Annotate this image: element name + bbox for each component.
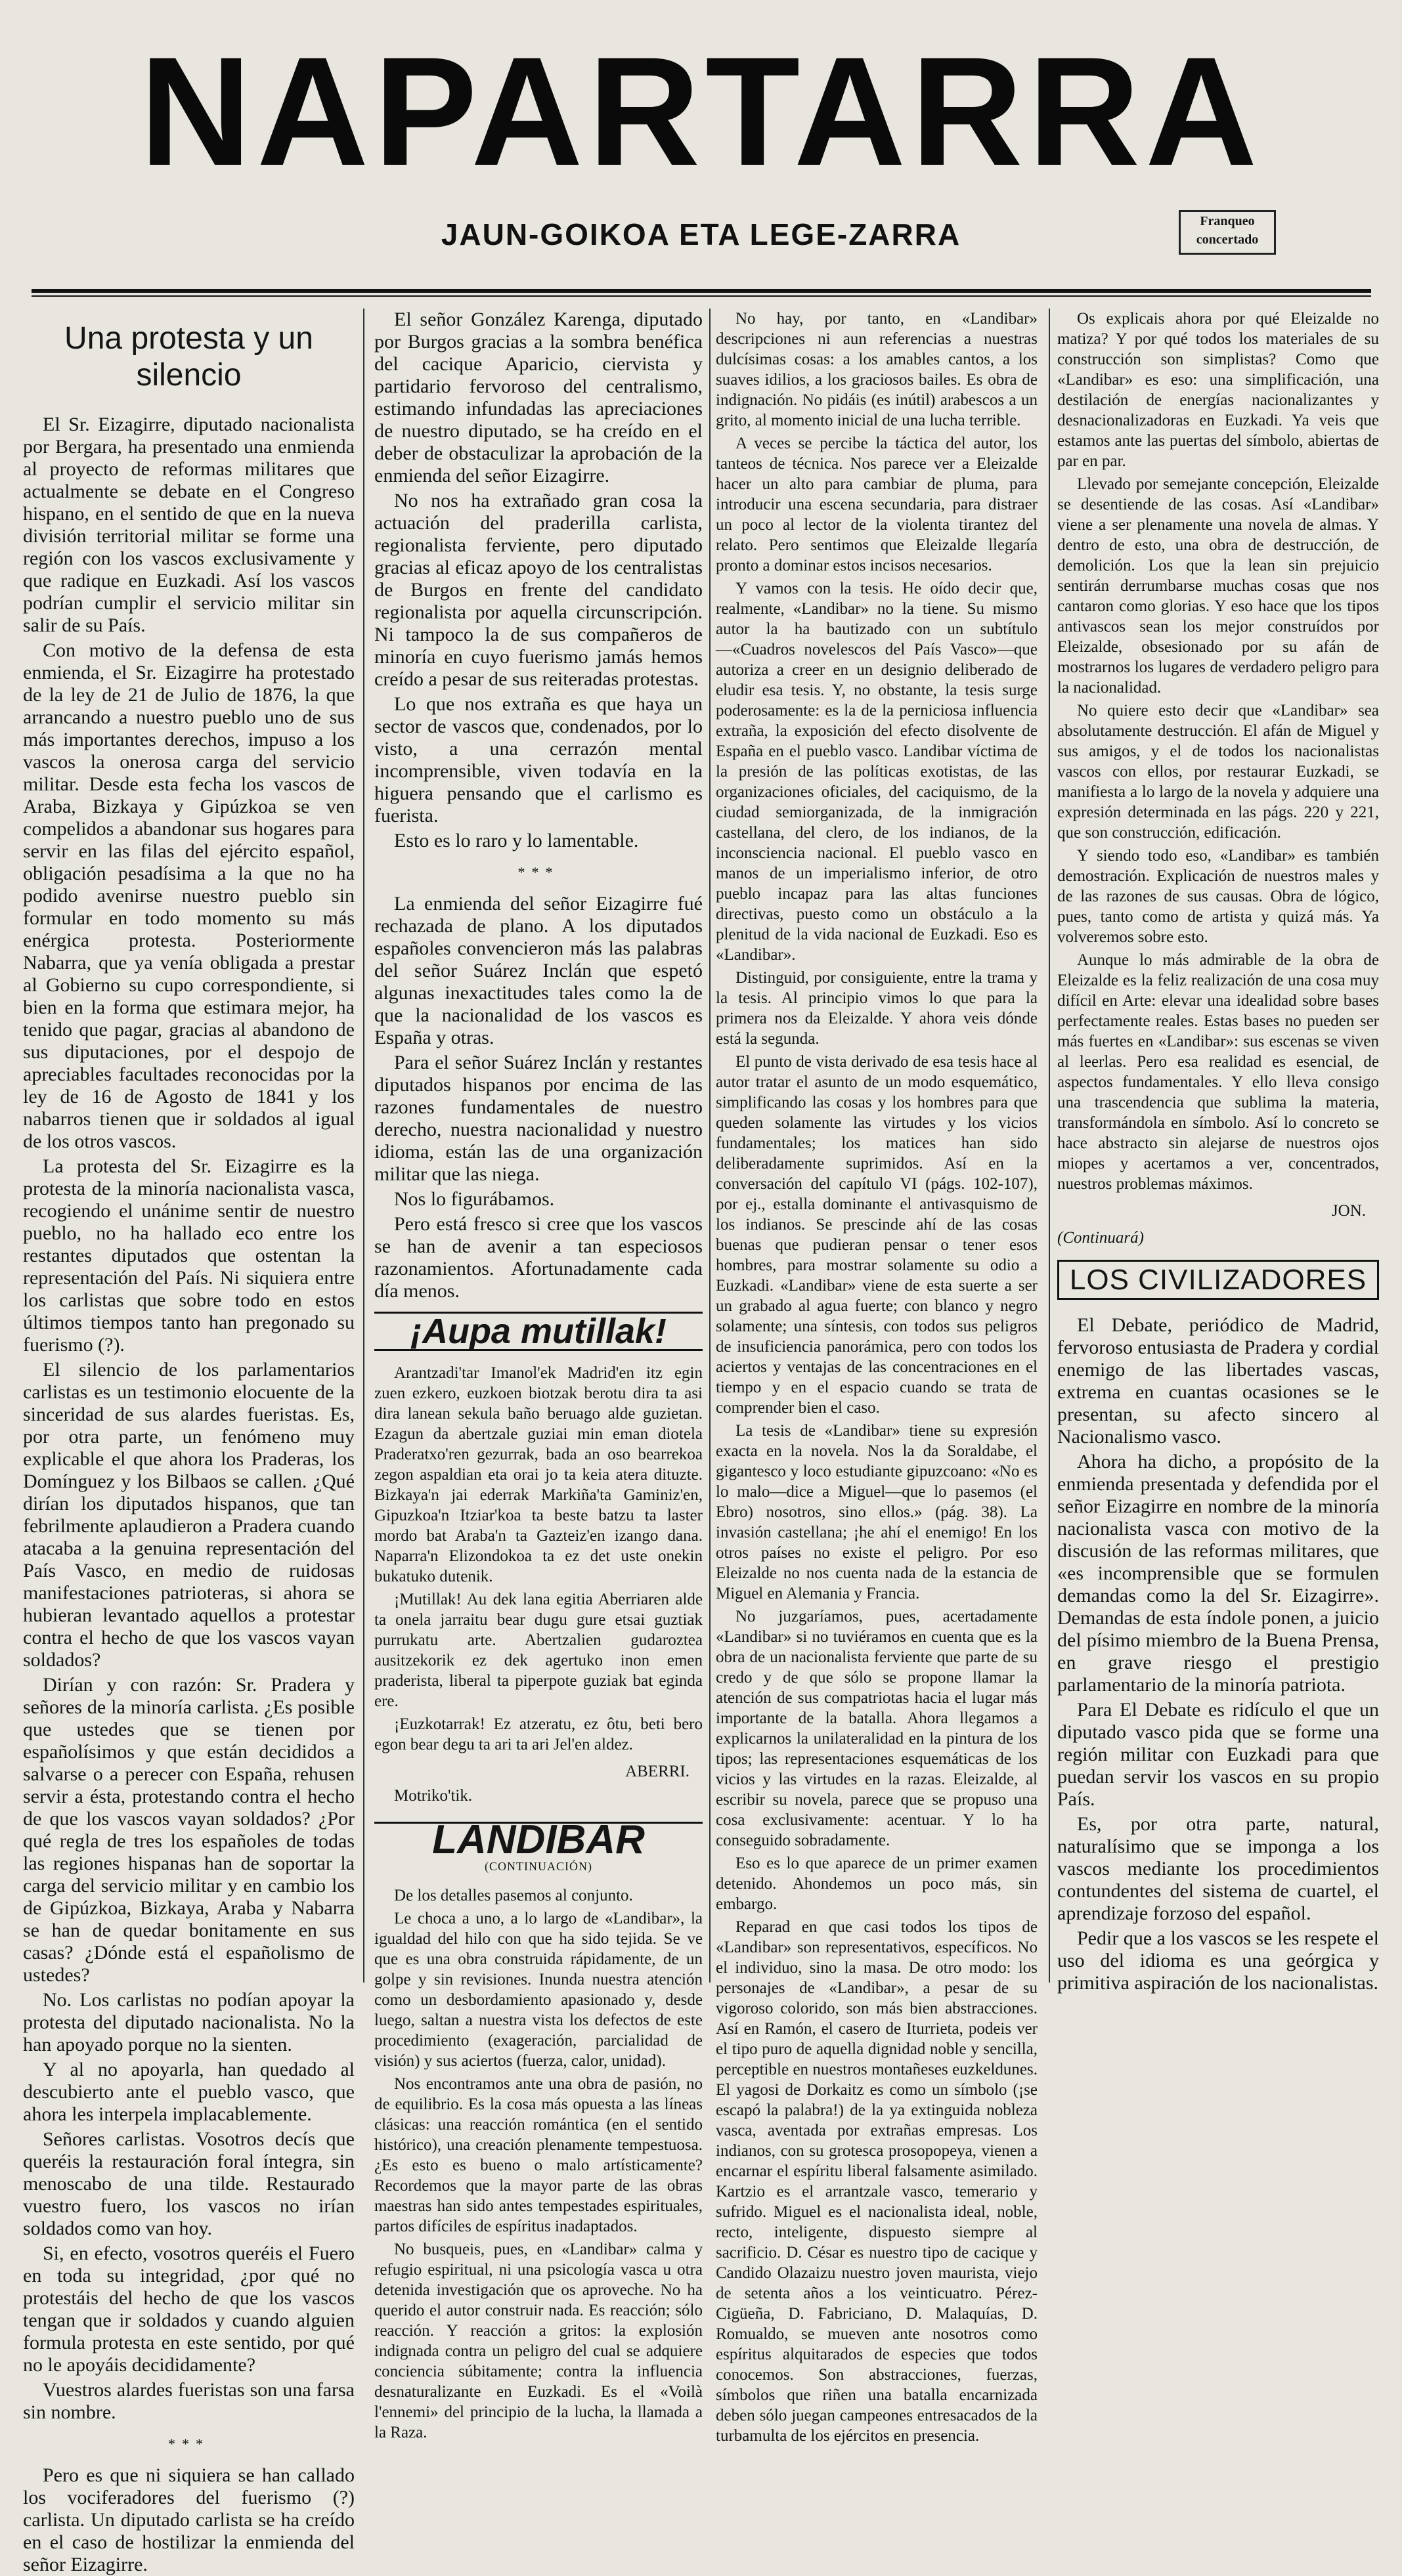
paragraph: Llevado por semejante concepción, Eleizalde se desentiende de las cosas. Así «Landibar» viene a ser plenamente una novela de almas. Y dentro de esto, una obra de destrucción, de demolición. Los que la lean sin prejuicio sentirán derrumbarse muchas cosas que nos cantaron como glorias. Y eso hace que los tipos antivascos sean los mejor construídos por Eleizalde, obsesionado por su afán de mostrarnos los lugares de verdadero peligro para la nacionalidad.	[1057, 475, 1379, 697]
article-heading-protesta: Una protesta y un silencio	[64, 321, 313, 393]
paragraph: No. Los carlistas no podían apoyar la protesta del diputado nacionalista. No la han apoyado porque no la sienten.	[23, 1989, 355, 2055]
paragraph: El Sr. Eizagirre, diputado nacionalista por Bergara, ha presentado una enmienda al proyecto de reformas militares que actualmente se debate en el Congreso hispano, en el sentido de que en la nueva división territorial militar se forme una región con los vascos exclusivamente y que radique en Euzkadi. Así los vascos podrían cumplir el servicio militar sin salir de su País.	[23, 414, 355, 636]
paragraph: Pero es que ni siquiera se han callado los vociferadores del fuerismo (?) carlista. Un diputado carlista se ha creído en el caso de hostilizar la enmienda del señor Eizagirre.	[23, 2464, 355, 2575]
signature: JON.	[1331, 1202, 1366, 1220]
paragraph: El silencio de los parlamentarios carlistas es un testimonio elocuente de la sinceridad de sus alardes fueristas. Es, por otra parte, un fenómeno muy explicable el que ahora los Praderas, los Domínguez y los Bilbaos se callen. ¿Qué dirían los diputados hispanos, que tan febrilmente aplaudieron a Pradera cuando atacaba a la genuina representación del País Vasco, en medio de ruidosas manifestaciones patrioteras, si ahora se hubieran levantado aquellos a protestar contra el hecho de que los vascos vayan soldados?	[23, 1359, 355, 1671]
continuation-label: (CONTINUACIÓN)	[485, 1860, 592, 1873]
paragraph: No quiere esto decir que «Landibar» sea absolutamente destrucción. El afán de Miguel y sus amigos, y el de todos los nacionalistas vascos con ellos, por restaurar Euzkadi, se manifiesta a lo largo de la novela y adquiere una expresión determinada en las págs. 220 y 221, que son construcción, edificación.	[1057, 702, 1379, 842]
paragraph: Con motivo de la defensa de esta enmienda, el Sr. Eizagirre ha protestado de la ley de 21 de Julio de 1876, la que arrancando a nuestro pueblo uno de sus más importantes derechos, impuso a los vascos la onerosa carga del servicio militar. Desde esta fecha los vascos de Araba, Bizkaya y Gipúzkoa se ven compelidos a abandonar sus hogares para servir en las filas del ejército español, obligación pesadísima a la que no ha podido avenirse nuestro pueblo sin formular en todo momento su más enérgica protesta. Posteriormente Nabarra, que ya venía obligada a prestar al Gobierno su cupo correspondiente, si bien en la forma que estimara mejor, ha tenido que pagar, gracias al abandono de sus diputaciones, por el despojo de apreciables facultades reconocidas por la ley de 16 de Agosto de 1841 y los nabarros tienen que ir soldados al igual de los otros vascos.	[23, 639, 355, 1152]
column-divider	[1049, 309, 1050, 1983]
paragraph: Reparad en que casi todos los tipos de «Landibar» son representativos, específicos. No el individuo, sino la masa. De otro modo: los personajes de «Landibar», a pesar de su vigoroso colorido, son más bien abstracciones. Así en Ramón, el casero de Iturrieta, podeis ver el tipo puro de aquella dignidad noble y sencilla, perceptible en nuestros montañeses euzkeldunes. El yagosi de Dorkaitz es como un símbolo (¡se escapó la palabra!) de la ya extinguida nobleza vasca, aventada por extrañas empresas. Los indianos, con su grotesca prosopopeya, vienen a encarnar el espíritu liberal falsamente asimilado. Kartzio es el arrantzale vasco, temerario y sufrido. Miguel es el nacionalista ideal, noble, recto, inteligente, dispuesto siempre al sacrificio. D. César es nuestro tipo de cacique y Candido Olazaizu nuestro joven maurista, viejo de setenta años a los veinticuatro. Pérez-Cigüeña, D. Fabriciano, D. Malaquías, D. Romualdo, se mueven ante nosotros como espíritus alquitarados de especies que todos conocemos. Son abstracciones, fuerzas, símbolos que riñen una batalla encarnizada deben sólo juegan campeones entresacados de la turbamulta de los ejércitos en presencia.	[716, 1918, 1038, 2445]
paragraph: ¡Mutillak! Au dek lana egitia Aberriaren alde ta onela jarraitu bear dugu gure etsai guztiak purrukatu arte. Abertzalien gudaroztea ausitzekorik ez dek agertuko inon emen praderista, liberal ta piperpote guziak bat eginda ere.	[374, 1591, 703, 1710]
paragraph: Y siendo todo eso, «Landibar» es también demostración. Explicación de nuestros males y de las razones de sus causas. Obra de lógico, pues, tanto como de artista y quizá más. Ya volveremos sobre esto.	[1057, 847, 1379, 946]
article-heading-aupa: ¡Aupa mutillak!	[374, 1312, 703, 1351]
paragraph: El punto de vista derivado de esa tesis hace al autor tratar el asunto de un modo esquemático, simplificando las cosas y los hombres para que queden solamente las virtudes y los vicios fundamentales; los matices han sido deliberadamente suprimidos. Así en la conversación del capítulo VI (págs. 102-107), por ej., estalla dominante el antivasquismo de los indianos. Se prescinde ahí de las cosas buenas que pudieran pensar o tener esos hombres, para mostrar solamente su odio a Euzkadi. «Landibar» viene de esta suerte a ser un grabado al agua fuerte; con blanco y negro solamente; una síntesis, con todos sus peligros de insuficiencia panorámica, pero con todos los aciertos y ventajas de las concentraciones en el tiempo y en el espacio cuando se trata de comprender bien el caso.	[716, 1053, 1038, 1417]
paragraph: No nos ha extrañado gran cosa la actuación del praderilla carlista, regionalista ferviente, pero diputado gracias al eficaz apoyo de los centralistas de Burgos en frente del candidato regionalista por aquella circunscripción. Ni tampoco la de sus compañeros de minoría en cuyo fuerismo jamás hemos creído a pesar de sus reiteradas protestas.	[374, 490, 703, 690]
paragraph: A veces se percibe la táctica del autor, los tanteos de técnica. Nos parece ver a Eleizalde hacer un alto para cambiar de pluma, para introducir una escena secundaria, para distraer un poco al lector de la violenta tirantez del relato. Pero sentimos que Eleizalde llegaría pronto a dominar estos incisos necesarios.	[716, 435, 1038, 574]
continuation-note: (Continuará)	[1057, 1229, 1144, 1247]
header-rule	[32, 289, 1371, 293]
franqueo-box: Franqueo concertado	[1179, 210, 1276, 255]
section-separator: ***	[517, 864, 559, 880]
article-civilizadores	[1057, 1314, 1379, 1994]
column-3	[716, 309, 1038, 2445]
paragraph: Dirían y con razón: Sr. Pradera y señores de la minoría carlista. ¿Es posible que ustedes que se tienen por españolísimos y que están decididos a salvarse o a perecer con España, rehusen servir a ésta, protestando contra el hecho de que los vascos vayan soldados? ¿Por qué regla de tres los españoles de todas las regiones hispanas han de soportar la carga del servicio militar y en cambio los de Gipúzkoa, Bizkaya, Araba y Nabarra se han de quedar bonitamente en sus casas? ¿Dónde está el españolismo de ustedes?	[23, 1674, 355, 1986]
paragraph: Señores carlistas. Vosotros decís que queréis la restauración foral íntegra, sin menoscabo de una tilde. Restaurado vuestro fuero, los vascos no irían soldados como van hoy.	[23, 2128, 355, 2239]
dateline: Motriko'tik.	[394, 1787, 473, 1805]
masthead-motto: JAUN-GOIKOA ETA LEGE-ZARRA	[441, 217, 961, 251]
paragraph: Distinguid, por consiguiente, entre la trama y la tesis. Al principio vimos lo que para la primera nos da Eleizalde. Y ahora veis dónde está la segunda.	[716, 969, 1038, 1048]
article-landibar	[374, 1885, 703, 2443]
section-separator: ***	[168, 2436, 209, 2452]
paragraph: Nos lo figurábamos.	[394, 1188, 555, 1210]
column-2	[374, 309, 703, 2441]
paragraph: No hay, por tanto, en «Landibar» descripciones ni aun referencias a nuestras dulcísimas cosas: a los amables cantos, a los suaves idilios, a los graciosos bailes. Es obra de indignación. No pidáis (es inútil) arabescos a un grito, al momento inicial de una lucha terrible.	[716, 310, 1038, 429]
paragraph: La protesta del Sr. Eizagirre es la protesta de la minoría nacionalista vasca, recogiendo el unánime sentir de nuestro pueblo, no ha hallado eco entre los restantes diputados que ostentan la representación del País. Ni siquiera entre los carlistas que sobre todo en estos últimos tiempos tanto han pregonado su fuerismo (?).	[23, 1155, 355, 1356]
column-4	[1057, 309, 1379, 1994]
column-1	[23, 309, 355, 2575]
paragraph: Pero está fresco si cree que los vascos se han de avenir a tan especiosos razonamientos. Afortunadamente cada día menos.	[374, 1213, 703, 1302]
paragraph: ¡Euzkotarrak! Ez atzeratu, ez ôtu, beti bero egon bear degu ta ari ta ari Jel'en aldez.	[374, 1715, 703, 1753]
paragraph: Y vamos con la tesis. He oído decir que, realmente, «Landibar» no la tiene. Su mismo autor la ha bautizado con un subtítulo—«Cuadros novelescos del País Vasco»—que autoriza a creer en un designio deliberado de eludir esa tesis. Y, no obstante, la tesis surge poderosamente: es la de la perniciosa influencia extraña, la exposición del efecto disolvente de España en el pueblo vasco. Landibar víctima de la presión de las políticas exotistas, de las organizaciones oficiales, del caciquismo, de la ciudad semiorganizada, de la inmigración castellana, del clero, de los indianos, de la inconsciencia nacional. El pueblo vasco en manos de un imperialismo inferior, de otro pueblo incapaz para las altas funciones directivas, puesto como un obstáculo a la plenitud de la vida nacional de Euzkadi. Eso es «Landibar».	[716, 580, 1038, 964]
paragraph: La tesis de «Landibar» tiene su expresión exacta en la novela. Nos la da Soraldabe, el gigantesco y loco estudiante gipuzcoano: «No es lo malo—dice a Miguel—que lo pasemos (el Ebro) nosotros, sino ellos.» (pág. 38). La invasión castellana; ¡he ahí el enemigo! En los otros países no existe el peligro. Por eso Eleizalde no nos cuenta nada de la estancia de Miguel en Alemania y Francia.	[716, 1422, 1038, 1602]
article-aupa	[374, 1363, 703, 1806]
paragraph: Nos encontramos ante una obra de pasión, no de equilibrio. Es la cosa más opuesta a las líneas clásicas: una reacción romántica (en el sentido histórico), una creación plenamente tempestuosa. ¿Es esto es bueno o malo artísticamente? Recordemos que la mayor parte de las obras maestras han sido antes tempestades espirituales, partos difíciles de espíritus inadaptados.	[374, 2075, 703, 2235]
paragraph: Aunque lo más admirable de la obra de Eleizalde es la feliz realización de una cosa muy difícil en Arte: elevar una idealidad sobre bases perfectamente reales. Estas bases no pueden ser más fuertes en «Landibar»: sus escenas se viven al leerlas. Pero esa realidad es esencial, de aspectos fundamentales. Y ello lleva consigo una trascendencia que sublima la materia, transformándola en símbolo. Así lo concreto se hace abstracto sin alejarse de nuestros ojos miopes y acertamos a ver, concentrados, nuestros problemas máximos.	[1057, 951, 1379, 1193]
paragraph: El señor González Karenga, diputado por Burgos gracias a la sombra benéfica del cacique Aparicio, ciervista y partidario fervoroso del centralismo, estimando infundadas las apreciaciones de nuestro diputado, se ha creído en el deber de obstaculizar la aprobación de la enmienda del señor Eizagirre.	[374, 309, 703, 486]
paragraph: De los detalles pasemos al conjunto.	[394, 1887, 633, 1904]
article-heading-civilizadores: LOS CIVILIZADORES	[1057, 1260, 1379, 1300]
paragraph: No juzgaríamos, pues, acertadamente «Landibar» si no tuviéramos en cuenta que es la obra de un nacionalista ferviente que parte de su credo y de que sólo se propone llamar la atención de sus compatriotas hacia el lugar más importante de la batalla. Ahora llegamos a explicarnos la unilateralidad en la pintura de los tipos; las representaciones esquemáticas de los vicios y las virtudes en la razas. Eleizalde, al escribir su novela, parece que se propuso una cosa exclusivamente: acentuar. Y lo ha conseguido sobradamente.	[716, 1608, 1038, 1849]
paragraph: Para el señor Suárez Inclán y restantes diputados hispanos por encima de las razones fundamentales de nuestro derecho, nuestra nacionalidad y nuestro idioma, están las de una organización militar que las niega.	[374, 1052, 703, 1185]
masthead-title: NAPARTARRA	[139, 25, 1263, 198]
paragraph: Esto es lo raro y lo lamentable.	[394, 830, 639, 851]
article-heading-landibar: LANDIBAR	[374, 1822, 703, 1851]
signature: ABERRI.	[625, 1763, 690, 1780]
paragraph: Lo que nos extraña es que haya un sector de vascos que, condenados, por lo visto, a una cerrazón mental incomprensible, viven todavía en la higuera pensando que el carlismo es fuerista.	[374, 693, 703, 826]
paragraph: Es, por otra parte, natural, naturalísimo que se imponga a los vascos mediante los procedimientos contundentes del sistema de cuartel, el aprendizaje forzoso del español.	[1057, 1813, 1379, 1924]
column-divider	[709, 309, 711, 1983]
paragraph: El Debate, periódico de Madrid, fervoroso entusiasta de Pradera y cordial enemigo de las libertades vascas, extrema en cuantas ocasiones se le presentan, su afecto sincero al Nacionalismo vasco.	[1057, 1314, 1379, 1448]
paragraph: La enmienda del señor Eizagirre fué rechazada de plano. A los diputados españoles convencieron más las palabras del señor Suárez Inclán que espetó algunas inexactitudes tales como la de que la nacionalidad de los vascos es España y otras.	[374, 893, 703, 1048]
paragraph: Arantzadi'tar Imanol'ek Madrid'en itz egin zuen ezkero, euzkoen biotzak berotu dira ta asi dira lanean sekula baño beruago alde guzietan. Ezagun da abertzale guziai min eman diotela Praderatxo'ren gezurrak, bada an oso bearrekoa zegon aspaldian eta orai jo ta keia atera dituzte. Bizkaya'n jai ederrak Markiña'ta Gaminiz'en, Gipuzkoa'n Itziar'koa ta beste batzu ta laster mordo bat Araba'n ta Gazteiz'en izango dana. Naparra'n Elizondokoa ta ez det uste onekin bukatuko dutenik.	[374, 1364, 703, 1585]
paragraph: Para El Debate es ridículo el que un diputado vasco pida que se forme una región militar con Euzkadi para que puedan servir los vascos en su propio País.	[1057, 1699, 1379, 1810]
paragraph: Ahora ha dicho, a propósito de la enmienda presentada y defendida por el señor Eizagirre en nombre de la minoría nacionalista vasca con motivo de la discusión de las reformas militares, que «es incomprensible que se formulen demandas como la del Sr. Eizagirre». Demandas de esta índole ponen, a juicio del písimo miembro de la Buena Prensa, en grave riesgo el prestigio parlamentario de la minoría patriota.	[1057, 1451, 1379, 1696]
header-rule-thin	[32, 295, 1371, 297]
paragraph: Y al no apoyarla, han quedado al descubierto ante el pueblo vasco, que ahora les interpela implacablemente.	[23, 2059, 355, 2125]
column-divider	[363, 309, 364, 1983]
paragraph: Os explicais ahora por qué Eleizalde no matiza? Y por qué todos los materiales de su construcción son simplistas? Como que «Landibar» es eso: una simplificación, una destilación de energías nacionalizantes y desnacionalizadoras en Euzkadi. Ya veis que estamos ante las puertas del símbolo, abiertas de par en par.	[1057, 310, 1379, 470]
paragraph: Si, en efecto, vosotros queréis el Fuero en toda su integridad, ¿por qué no protestáis del hecho de que los vascos tengan que ir soldados y cuando alguien formula protesta en este sentido, por qué no le apoyáis decididamente?	[23, 2243, 355, 2376]
paragraph: Pedir que a los vascos se les respete el uso del idioma es una geórgica y primitiva aspiración de los nacionalistas.	[1057, 1927, 1379, 1994]
paragraph: Eso es lo que aparece de un primer examen detenido. Ahondemos un poco más, sin embargo.	[716, 1855, 1038, 1913]
paragraph: No busqueis, pues, en «Landibar» calma y refugio espiritual, ni una psicología vasca u otra detenida investigación que os aproveche. No ha querido el autor construir nada. Es reacción; sólo reacción. Y reacción a gritos: la explosión indignada contra un peligro del cual se adquiere conciencia súbitamente; contra la influencia desnaturalizante en Euzkadi. Es el «Voilà l'ennemi» del principio de la lucha, la llamada a la Raza.	[374, 2241, 703, 2441]
paragraph: Vuestros alardes fueristas son una farsa sin nombre.	[23, 2379, 355, 2423]
paragraph: Le choca a uno, a lo largo de «Landibar», la igualdad del hilo con que ha sido tejida. Se ve que es una obra construida rápidamente, de un golpe y sin revisiones. Inunda nuestra atención como un desbordamiento apasionado y, desde luego, saltan a nuestra vista los defectos de este procedimiento (exageración, parcialidad de visión) y sus aciertos (fuerza, calor, unidad).	[374, 1910, 703, 2070]
